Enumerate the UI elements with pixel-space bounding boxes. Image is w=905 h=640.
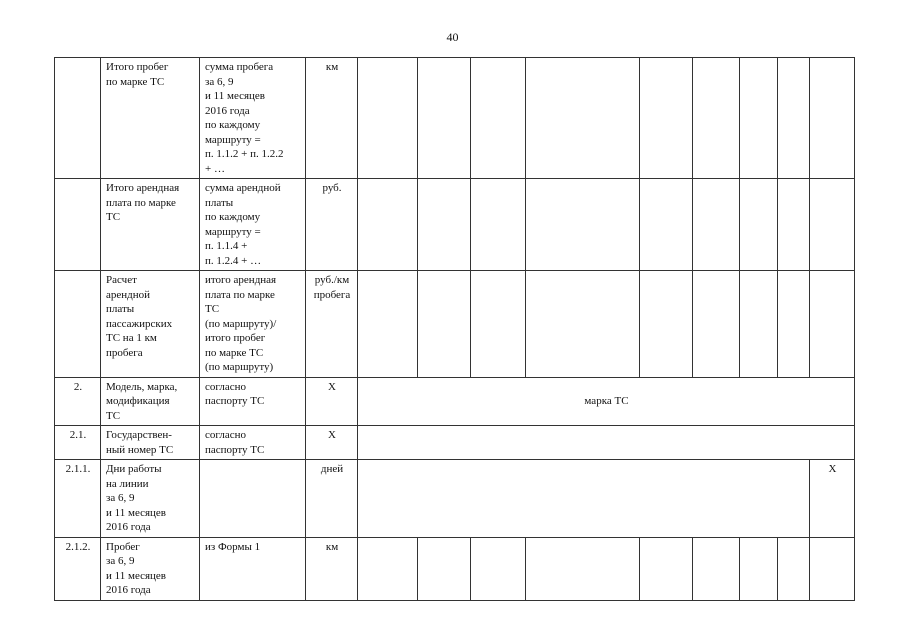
table-row <box>55 426 855 460</box>
value-cell <box>418 537 471 600</box>
row-number <box>55 58 101 179</box>
unit-of-measure: X <box>306 426 358 460</box>
calculation-method: из Формы 1 <box>200 537 306 600</box>
merged-value-cell <box>358 460 810 538</box>
value-cell <box>471 179 526 271</box>
value-cell <box>810 537 855 600</box>
value-cell: X <box>810 460 855 538</box>
calculation-method: сумма арендной платы по каждому маршруту = п. 1.1.4 + п. 1.2.4 + … <box>200 179 306 271</box>
value-cell <box>640 179 693 271</box>
value-cell <box>471 537 526 600</box>
unit-of-measure: км <box>306 537 358 600</box>
indicator-name: Дни работы на линии за 6, 9 и 11 месяцев 2016 года <box>101 460 200 538</box>
value-cell <box>471 58 526 179</box>
value-cell <box>810 179 855 271</box>
value-cell <box>526 58 640 179</box>
value-cell <box>778 179 810 271</box>
row-number <box>55 179 101 271</box>
calculation-method <box>200 460 306 538</box>
data-table <box>54 57 855 601</box>
calculation-method: согласно паспорту ТС <box>200 377 306 426</box>
value-cell <box>810 271 855 378</box>
value-cell <box>358 58 418 179</box>
indicator-name: Расчет арендной платы пассажирских ТС на 1 км пробега <box>101 271 200 378</box>
value-cell <box>778 58 810 179</box>
indicator-name: Итого пробег по марке ТС <box>101 58 200 179</box>
value-cell <box>640 58 693 179</box>
value-cell <box>358 271 418 378</box>
value-cell <box>693 179 740 271</box>
indicator-name: Государствен- ный номер ТС <box>101 426 200 460</box>
value-cell <box>418 58 471 179</box>
merged-value-cell <box>358 426 855 460</box>
unit-of-measure: руб. <box>306 179 358 271</box>
value-cell <box>640 537 693 600</box>
unit-of-measure: руб./км пробега <box>306 271 358 378</box>
table-row <box>55 271 855 378</box>
row-number: 2.1.1. <box>55 460 101 538</box>
value-cell <box>740 179 778 271</box>
value-cell <box>358 179 418 271</box>
value-cell <box>693 58 740 179</box>
value-cell <box>526 271 640 378</box>
value-cell <box>693 271 740 378</box>
page-number: 40 <box>446 30 459 44</box>
value-cell <box>418 179 471 271</box>
calculation-method: сумма пробега за 6, 9 и 11 месяцев 2016 года по каждому маршруту = п. 1.1.2 + п. 1.2.2 + … <box>200 58 306 179</box>
value-cell <box>471 271 526 378</box>
value-cell <box>740 58 778 179</box>
unit-of-measure: км <box>306 58 358 179</box>
value-cell <box>778 537 810 600</box>
unit-of-measure: дней <box>306 460 358 538</box>
calculation-method: согласно паспорту ТС <box>200 426 306 460</box>
value-cell <box>526 179 640 271</box>
table-row <box>55 460 855 538</box>
value-cell <box>810 58 855 179</box>
table-row <box>55 179 855 271</box>
value-cell <box>418 271 471 378</box>
value-cell <box>740 537 778 600</box>
row-number: 2.1.2. <box>55 537 101 600</box>
calculation-method: итого арендная плата по марке ТС (по маршруту)/ итого пробег по марке ТС (по маршруту) <box>200 271 306 378</box>
row-number: 2.1. <box>55 426 101 460</box>
row-number <box>55 271 101 378</box>
value-cell <box>778 271 810 378</box>
row-number: 2. <box>55 377 101 426</box>
value-cell <box>358 537 418 600</box>
value-cell <box>640 271 693 378</box>
value-cell <box>693 537 740 600</box>
unit-of-measure: X <box>306 377 358 426</box>
table-row <box>55 537 855 600</box>
indicator-name: Пробег за 6, 9 и 11 месяцев 2016 года <box>101 537 200 600</box>
value-cell <box>526 537 640 600</box>
value-cell <box>740 271 778 378</box>
table-row <box>55 377 855 426</box>
table-row <box>55 58 855 179</box>
merged-value-cell: марка ТС <box>358 377 855 426</box>
indicator-name: Модель, марка, модификация ТС <box>101 377 200 426</box>
indicator-name: Итого арендная плата по марке ТС <box>101 179 200 271</box>
